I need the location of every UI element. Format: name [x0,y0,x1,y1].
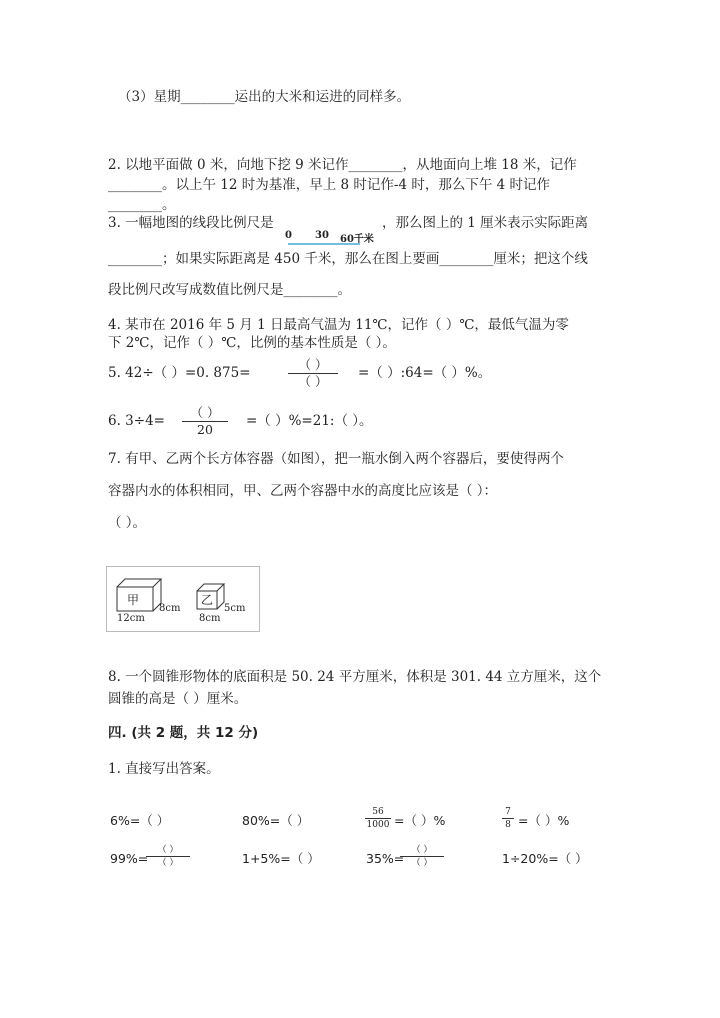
q5-part-b: =（ ）:64=（ ）%。 [358,365,492,381]
calc-r2c1-num: （ ） [157,845,179,855]
calc-r1c4-bar [502,818,514,819]
calc-r2c3-num: （ ） [411,845,433,855]
q3-line1a: 3. 一幅地图的线段比例尺是 [108,215,274,231]
box-jia-height: 8cm [159,603,181,614]
calc-r2c3-bar [400,856,444,857]
box-jia-width: 12cm [117,613,145,624]
calc-r1c4-den: 8 [505,820,511,830]
q2-line3: ________。 [108,197,176,213]
q3-line1b: ，那么图上的 1 厘米表示实际距离 [382,215,589,231]
calc-r1c1: 6%=（ ） [110,813,170,828]
q8-line1: 8. 一个圆锥形物体的底面积是 50. 24 平方厘米，体积是 301. 44 立方厘米，这个 [108,669,602,685]
q5-part-a: 5. 42÷（ ）=0. 875= [108,365,251,381]
q7-line3: （ ）。 [108,515,147,531]
calc-r1c3-tail: =（ ）% [394,813,446,828]
container-figure [106,566,260,632]
q6-fraction-den: 20 [197,422,213,437]
scale-label-30: 30 [315,230,329,241]
box-yi-label: 乙 [201,593,214,607]
scale-label-0: 0 [285,230,292,241]
q3-line3: 段比例尺改写成数值比例尺是________。 [108,282,351,298]
box-yi-width: 8cm [199,613,221,624]
box-yi-height: 5cm [224,603,246,614]
box-jia-label: 甲 [127,593,140,607]
q5-fraction-den: （ ） [298,374,328,389]
q6-fraction [182,406,228,437]
calc-r1c4-fraction [502,807,514,830]
calc-r2c1-bar [146,856,190,857]
calc-r2c3: 35%= [366,851,405,866]
calc-r2c1-fraction [146,845,190,868]
calc-r1c3-fraction [365,807,391,830]
q3-part3: （3）星期________运出的大米和运进的同样多。 [118,89,411,105]
calc-r1c4-tail: =（ ）% [518,813,570,828]
q6-part-a: 6. 3÷4= [108,413,165,429]
q2-line2: ________。以上午 12 时为基准，早上 8 时记作-4 时，那么下午 4 时记作 [108,177,551,193]
scale-bar [282,228,382,250]
s4-q1-title: 1. 直接写出答案。 [108,761,220,777]
calc-r2c3-den: （ ） [411,858,433,868]
calc-r1c3-num: 56 [372,807,384,817]
scale-label-60: 60千米 [340,234,374,245]
calc-r1c4-num: 7 [505,807,511,817]
calc-r1c3-den: 1000 [366,820,390,830]
q7-line2: 容器内水的体积相同，甲、乙两个容器中水的高度比应该是（ ）： [108,483,498,499]
q2-line1: 2. 以地平面做 0 米，向地下挖 9 米记作________，从地面向上堆 18 米，记作 [108,157,577,173]
q3-line2: ________；如果实际距离是 450 千米，那么在图上要画________厘米；把这个线 [108,251,588,267]
q5-fraction [288,358,338,389]
calc-r2c1: 99%= [110,851,149,866]
q6-part-b: =（ ）%=21:（ ）。 [246,413,373,429]
q5-fraction-num: （ ） [298,357,328,372]
calc-r2c2: 1+5%=（ ） [242,851,320,866]
q6-fraction-num: （ ） [190,405,220,420]
q7-line1: 7. 有甲、乙两个长方体容器（如图），把一瓶水倒入两个容器后，要使得两个 [108,451,564,467]
section-4-title: 四. (共 2 题，共 12 分) [108,725,259,741]
calc-r2c4: 1÷20%=（ ） [502,851,588,866]
q8-line2: 圆锥的高是（ ）厘米。 [108,691,248,707]
calc-r2c1-den: （ ） [157,858,179,868]
q4-line2: 下 2℃，记作（ ）℃，比例的基本性质是（ ）。 [108,335,396,351]
calc-r2c3-fraction [400,845,444,868]
q4-line1: 4. 某市在 2016 年 5 月 1 日最高气温为 11℃，记作（ ）℃，最低气温为零 [108,317,569,333]
calc-r1c2: 80%=（ ） [242,813,310,828]
calc-r1c3-bar [365,818,391,819]
